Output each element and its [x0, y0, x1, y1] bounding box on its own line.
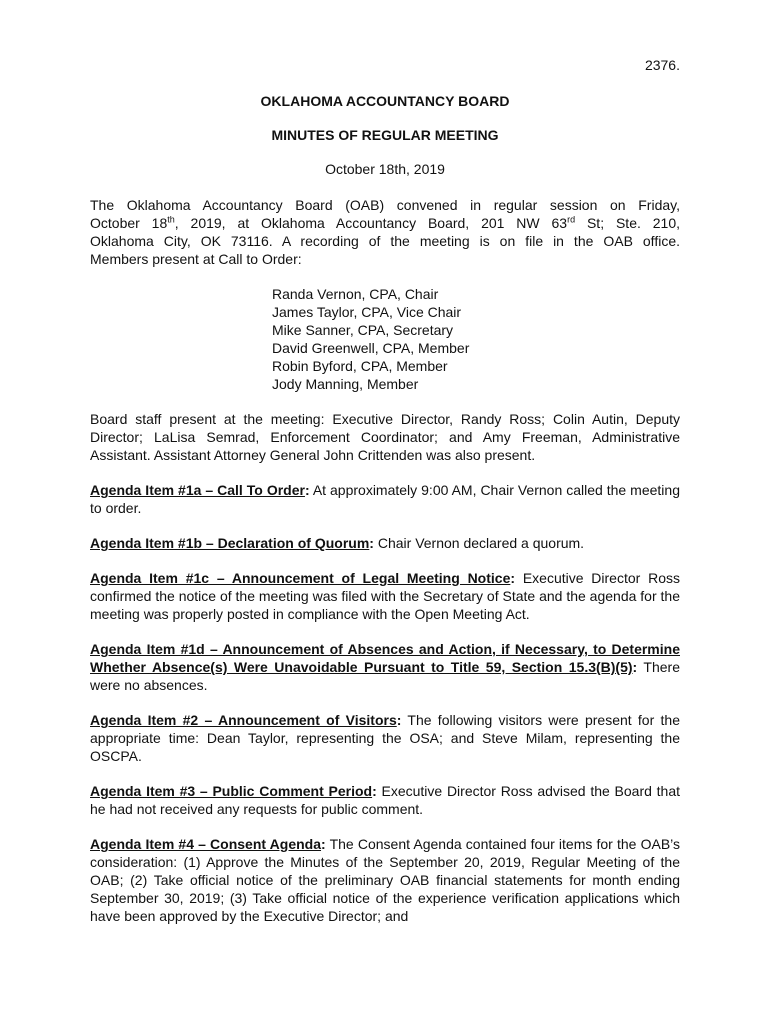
agenda-item-heading: Agenda Item #1a – Call To Order: [90, 482, 305, 498]
agenda-item-body: At approximately 9:00 AM, Chair Vernon called the meeting to order.: [90, 482, 680, 516]
intro-line-1: The Oklahoma Accountancy Board (OAB) convened in regular session on Friday,: [90, 197, 680, 213]
agenda-item-2: Agenda Item #2 – Announcement of Visitors: The following visitors were present for the appropriate time: Dean Taylor, representing the OSA; and Steve Milam, representing the OSCPA.: [90, 712, 680, 764]
agenda-item-1a: Agenda Item #1a – Call To Order: At approximately 9:00 AM, Chair Vernon called the meeting to order.: [90, 482, 680, 516]
intro-line-2: [90, 214, 680, 232]
agenda-item-body: Chair Vernon declared a quorum.: [373, 535, 585, 551]
members-list: [272, 285, 680, 393]
intro-line-3: Oklahoma City, OK 73116. A recording of the meeting is on file in the OAB office.: [90, 233, 680, 249]
intro-address-text: , 2019, at Oklahoma Accountancy Board, 201 NW 63: [174, 215, 568, 231]
staff-paragraph: Board staff present at the meeting: Executive Director, Randy Ross; Colin Autin, Deputy Director; LaLisa Semrad, Enforcement Coordinator; and Amy Freeman, Administrative Assistant. Assistant Attorney General John Crittenden was also present.: [90, 411, 680, 463]
agenda-item-4: Agenda Item #4 – Consent Agenda: The Consent Agenda contained four items for the OAB’s consideration: (1) Approve the Minutes of the September 20, 2019, Regular Meeting of the OAB; (2) Take official notice of the preliminary OAB financial statements for month ending September 30, 2019; (3) Take official notice of the experience verification applications which have been approved by the Executive Director; and: [90, 836, 681, 924]
agenda-item-body: Executive Director Ross advised the Board that he had not received any requests for public comment.: [90, 783, 681, 817]
agenda-item-body: Executive Director Ross confirmed the notice of the meeting was filed with the Secretary of State and the agenda for the meeting was properly posted in compliance with the Open Meeting Act.: [90, 570, 680, 622]
member-item: David Greenwell, CPA, Member: [272, 340, 470, 356]
member-item: James Taylor, CPA, Vice Chair: [272, 304, 462, 320]
agenda-item-body: There were no absences.: [90, 659, 680, 693]
agenda-item-heading: Agenda Item #1c – Announcement of Legal Meeting Notice: [90, 570, 511, 586]
member-item: Mike Sanner, CPA, Secretary: [272, 322, 454, 338]
meeting-date: October 18th, 2019: [325, 161, 445, 177]
agenda-item-1d: Agenda Item #1d – Announcement of Absences and Action, if Necessary, to Determine Whether Absence(s) Were Unavoidable Pursuant to Title 59, Section 15.3(B)(5): There were no absences.: [90, 641, 680, 693]
agenda-item-heading: Agenda Item #2 – Announcement of Visitors: [90, 712, 397, 728]
agenda-item-1b: Agenda Item #1b – Declaration of Quorum: Chair Vernon declared a quorum.: [90, 535, 585, 551]
document-title: MINUTES OF REGULAR MEETING: [271, 127, 499, 143]
agenda-item-heading: Agenda Item #1b – Declaration of Quorum: [90, 535, 370, 551]
intro-suite-text: St; Ste. 210,: [575, 215, 680, 231]
agenda-item-1c: Agenda Item #1c – Announcement of Legal Meeting Notice: Executive Director Ross confirmed the notice of the meeting was filed with the Secretary of State and the agenda for the meeting was properly posted in compliance with the Open Meeting Act.: [90, 570, 680, 622]
member-item: Randa Vernon, CPA, Chair: [272, 286, 439, 302]
agenda-item-heading: Agenda Item #3 – Public Comment Period: [90, 783, 373, 799]
member-item: Jody Manning, Member: [272, 376, 419, 392]
intro-date-text: October 18: [90, 215, 168, 231]
intro-street-suffix: rd: [567, 214, 576, 225]
intro-date-suffix: th: [167, 214, 175, 225]
agenda-item-body: The following visitors were present for the appropriate time: Dean Taylor, representing the OSA; and Steve Milam, representing the OSCPA.: [90, 712, 680, 764]
agenda-item-body: The Consent Agenda contained four items for the OAB’s consideration: (1) Approve the Minutes of the September 20, 2019, Regular Meeting of the OAB; (2) Take official notice of the preliminary OAB financial statements for month ending September 30, 2019; (3) Take official notice of the experience verification applications which have been approved by the Executive Director; and: [90, 836, 681, 924]
agenda-item-3: Agenda Item #3 – Public Comment Period: Executive Director Ross advised the Board that he had not received any requests for public comment.: [90, 783, 681, 817]
agenda-item-heading: Agenda Item #4 – Consent Agenda: [90, 836, 322, 852]
page-number: 2376.: [644, 57, 680, 73]
intro-line-4: Members present at Call to Order:: [90, 251, 302, 267]
organization-title: OKLAHOMA ACCOUNTANCY BOARD: [260, 93, 510, 109]
intro-paragraph: [90, 196, 680, 268]
member-item: Robin Byford, CPA, Member: [272, 358, 448, 374]
agenda-item-heading: Agenda Item #1d – Announcement of Absences and Action, if Necessary, to Determine Whether Absence(s) Were Unavoidable Pursuant to Title 59, Section 15.3(B)(5): [90, 641, 680, 675]
